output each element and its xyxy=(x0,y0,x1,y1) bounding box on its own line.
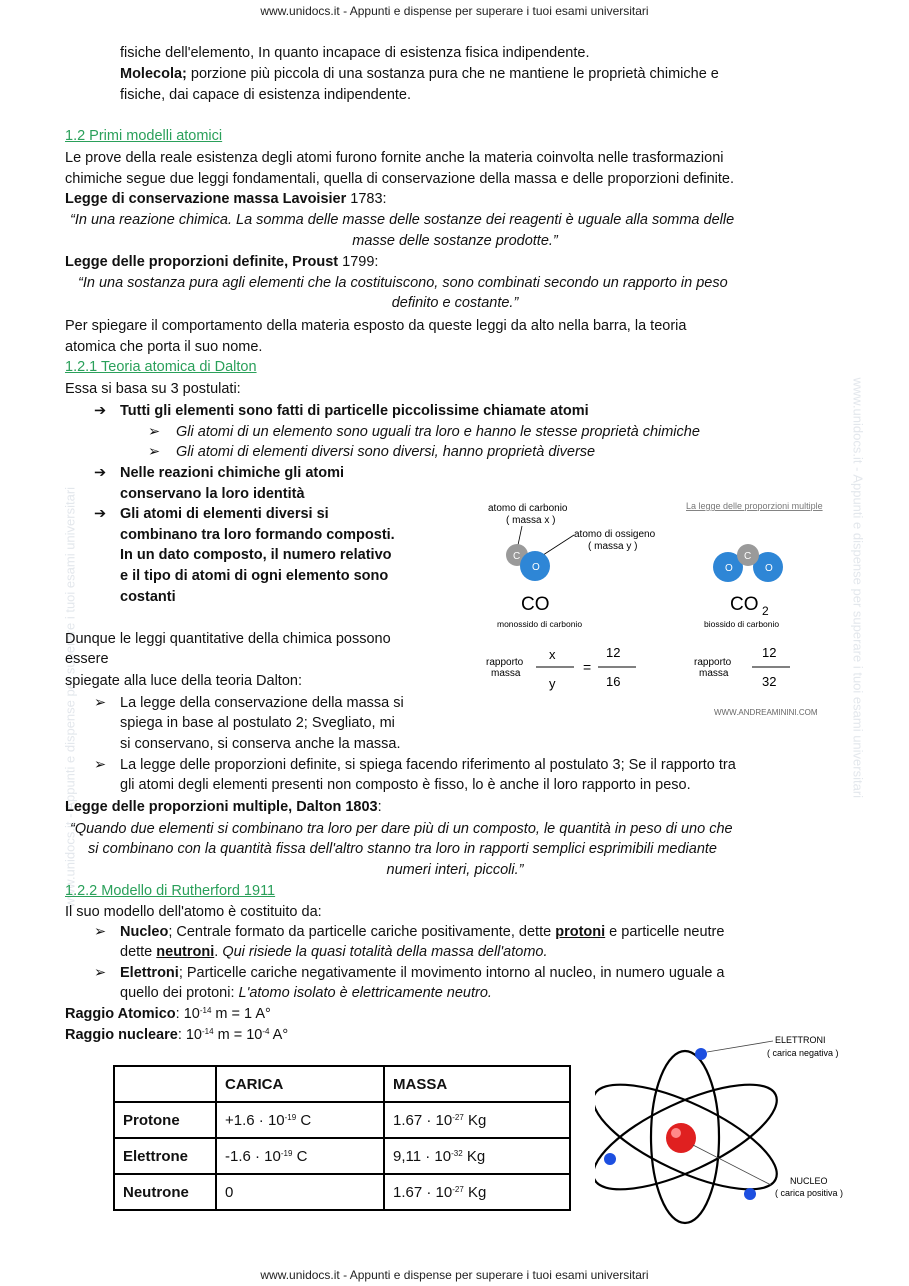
table-cell: 0 xyxy=(216,1174,384,1210)
protoni-term: protoni xyxy=(555,924,606,940)
elettroni-text: quello dei protoni: xyxy=(120,985,239,1001)
label-oxygen-mass: ( massa y ) xyxy=(588,541,638,552)
watermark-right: www.unidocs.it - Appunti e dispense per superare i tuoi esami universitari xyxy=(850,377,866,799)
lavoisier-law xyxy=(65,191,387,207)
arrowhead-bullet-icon: ➢ xyxy=(148,424,161,440)
cell-unit: Kg xyxy=(463,1183,487,1201)
cell-unit: C xyxy=(292,1147,308,1165)
nucleo-sublabel: ( carica positiva ) xyxy=(775,1188,844,1198)
ratio-value: 12 xyxy=(762,645,777,660)
dalton-quote-1: “Quando due elementi si combinano tra loro per dare più di un composto, le quantità in peso di uno che xyxy=(70,821,733,837)
postulate-3-line-2: combinano tra loro formando composti. xyxy=(120,527,395,543)
cell-value: -1.6 · 10 xyxy=(225,1147,281,1165)
postulate-2-line-2: conservano la loro identità xyxy=(120,486,305,502)
table-row xyxy=(114,1138,570,1174)
raggio-exponent: -14 xyxy=(202,1027,214,1036)
table-cell xyxy=(114,1066,216,1102)
table-row-label: Elettrone xyxy=(114,1138,216,1174)
dunque-line-3: spiegate alla luce della teoria Dalton: xyxy=(65,673,302,689)
nucleo-text: e particelle neutre xyxy=(605,924,725,940)
electron-icon xyxy=(744,1188,756,1200)
dalton-label: Legge delle proporzioni multiple, Dalton 1803 xyxy=(65,799,378,815)
page-header[interactable]: www.unidocs.it - Appunti e dispense per superare i tuoi esami universitari xyxy=(260,4,649,18)
ratio-value: 32 xyxy=(762,674,777,689)
bullet-mass-line-2: spiega in base al postulato 2; Svegliato, mi xyxy=(120,715,395,731)
arrowhead-bullet-icon: ➢ xyxy=(94,924,107,940)
cell-exponent: -32 xyxy=(451,1148,463,1158)
elettroni-line-1 xyxy=(120,965,724,981)
figure-title: La legge delle proporzioni multiple xyxy=(686,501,823,511)
table-row xyxy=(114,1102,570,1138)
electron-icon xyxy=(604,1153,616,1165)
raggio-nucleare-label: Raggio nucleare xyxy=(65,1027,178,1043)
proust-quote-1: “In una sostanza pura agli elementi che la costituiscono, sono combinati secondo un rapporto in peso xyxy=(78,275,728,291)
equals-sign: = xyxy=(583,659,592,675)
atom-o-label: O xyxy=(725,563,733,574)
molecola-text: porzione più piccola di una sostanza pura che ne mantiene le proprietà chimiche e xyxy=(186,66,719,82)
atom-o-label: O xyxy=(765,563,773,574)
fraction-y: y xyxy=(549,676,556,691)
proust-quote-2: definito e costante.” xyxy=(391,295,519,311)
rutherford-atom-figure xyxy=(595,1025,865,1225)
co2-subscript: 2 xyxy=(762,604,769,618)
nucleo-text: . xyxy=(214,944,223,960)
ratio-value: 12 xyxy=(606,645,621,660)
table-cell xyxy=(384,1102,570,1138)
intro-line-3: fisiche, dai capace di esistenza indipendente. xyxy=(120,87,411,103)
nucleo-line-2 xyxy=(120,944,548,960)
arrowhead-bullet-icon: ➢ xyxy=(94,695,107,711)
dalton-colon: : xyxy=(377,799,382,815)
table-header-carica: CARICA xyxy=(216,1066,384,1102)
dalton-law xyxy=(65,799,382,815)
postulate-3-line-3: In un dato composto, il numero relativo xyxy=(120,547,392,563)
nucleo-text: dette xyxy=(120,944,157,960)
postulate-3-line-4: e il tipo di atomi di ogni elemento sono xyxy=(120,568,389,584)
elettroni-line-2 xyxy=(120,985,492,1001)
ratio-value: 16 xyxy=(606,674,621,689)
atom-o-label: O xyxy=(532,562,540,573)
arrowhead-bullet-icon: ➢ xyxy=(94,757,107,773)
cell-value: 1.67 · 10 xyxy=(393,1183,453,1201)
nucleus-icon xyxy=(666,1123,696,1153)
co2-name: biossido di carbonio xyxy=(704,619,780,629)
table-header-massa: MASSA xyxy=(384,1066,570,1102)
dunque-line-1: Dunque le leggi quantitative della chimica possono xyxy=(65,631,391,647)
raggio-nucleare xyxy=(65,1027,288,1043)
nucleo-italic: Qui risiede la quasi totalità della massa dell'atomo. xyxy=(222,944,548,960)
co-co2-figure xyxy=(478,495,848,720)
s121-intro: Essa si basa su 3 postulati: xyxy=(65,381,241,397)
table-cell xyxy=(216,1102,384,1138)
raggio-atomico xyxy=(65,1006,271,1022)
intro-line-2 xyxy=(120,66,719,82)
ratio-label: massa xyxy=(699,668,729,679)
cell-unit: Kg xyxy=(463,1111,487,1129)
nucleo-text: ; Centrale formato da particelle cariche positivamente, dette xyxy=(168,924,556,940)
proust-label: Legge delle proporzioni definite, Proust xyxy=(65,254,339,270)
raggio-exponent: -4 xyxy=(262,1027,270,1036)
raggio-value: m = 10 xyxy=(213,1027,263,1043)
figure-credit: WWW.ANDREAMININI.COM xyxy=(714,708,818,717)
label-oxygen: atomo di ossigeno xyxy=(574,529,656,540)
postulate-1-sub-2: Gli atomi di elementi diversi sono diversi, hanno proprietà diverse xyxy=(176,444,596,460)
cell-value: +1.6 · 10 xyxy=(225,1111,285,1129)
table-cell xyxy=(384,1174,570,1210)
ratio-label: massa xyxy=(491,668,521,679)
watermark-left: www.unidocs.it - Appunti e dispense per superare i tuoi esami universitari xyxy=(62,486,78,908)
ratio-label: rapporto xyxy=(486,657,524,668)
arrow-bullet-icon: ➔ xyxy=(94,506,107,522)
elettroni-text: ; Particelle cariche negativamente il movimento intorno al nucleo, in numero uguale a xyxy=(178,965,725,981)
cell-exponent: -19 xyxy=(280,1148,293,1158)
raggio-value: m = 1 A° xyxy=(211,1006,271,1022)
elettroni-term: Elettroni xyxy=(120,965,179,981)
dalton-quote-2: si combinano con la quantità fissa dell'altro stanno tra loro in rapporti semplici esprimibili mediante xyxy=(88,841,717,857)
raggio-exponent: -14 xyxy=(199,1006,212,1015)
raggio-atomico-label: Raggio Atomico xyxy=(65,1006,176,1022)
s122-intro: Il suo modello dell'atomo è costituito da: xyxy=(65,904,322,920)
elettroni-italic: L'atomo isolato è elettricamente neutro. xyxy=(238,985,492,1001)
postulate-1-sub-1: Gli atomi di un elemento sono uguali tra loro e hanno le stesse proprietà chimiche xyxy=(176,424,700,440)
co2-formula: CO xyxy=(730,594,759,615)
ratio-label: rapporto xyxy=(694,657,732,668)
atom-c-label: C xyxy=(513,551,521,562)
co-formula: CO xyxy=(521,594,550,615)
section-1-2-title: 1.2 Primi modelli atomici xyxy=(65,128,223,144)
s12-p4: atomica che porta il suo nome. xyxy=(65,339,263,355)
postulate-3-line-5: costanti xyxy=(120,589,176,605)
lavoisier-quote-1: “In una reazione chimica. La somma delle masse delle sostanze dei reagenti è uguale alla somma delle xyxy=(70,212,735,228)
proust-law xyxy=(65,254,378,270)
elettroni-sublabel: ( carica negativa ) xyxy=(767,1048,839,1058)
table-header-row xyxy=(114,1066,570,1102)
arrow-bullet-icon: ➔ xyxy=(94,403,107,419)
table-row-label: Neutrone xyxy=(114,1174,216,1210)
fraction-x: x xyxy=(549,647,556,662)
co-name: monossido di carbonio xyxy=(497,619,583,629)
cell-exponent: -19 xyxy=(284,1112,297,1122)
s12-p3: Per spiegare il comportamento della materia esposto da queste leggi da alto nella barra, la teoria xyxy=(65,318,687,334)
dalton-quote-3: numeri interi, piccoli.” xyxy=(386,862,524,878)
arrow-bullet-icon: ➔ xyxy=(94,465,107,481)
particles-table xyxy=(113,1065,571,1211)
s12-p2: chimiche segue due leggi fondamentali, quella di conservazione della massa e delle proporzioni definite. xyxy=(65,171,735,187)
label-carbon: atomo di carbonio xyxy=(488,503,568,514)
cell-exponent: -27 xyxy=(452,1112,464,1122)
bullet-mass-line-1: La legge della conservazione della massa si xyxy=(120,695,404,711)
nucleo-label: NUCLEO xyxy=(790,1176,828,1186)
page-footer[interactable]: www.unidocs.it - Appunti e dispense per superare i tuoi esami universitari xyxy=(260,1268,649,1282)
s12-p1: Le prove della reale esistenza degli atomi furono fornite anche la materia coinvolta nelle trasformazioni xyxy=(65,150,724,166)
bullet-proportions-line-2: gli atomi degli elementi presenti non composto è fisso, lo è anche il loro rapporto in peso. xyxy=(120,777,691,793)
cell-value: 9,11 · 10 xyxy=(393,1147,452,1165)
raggio-value: A° xyxy=(269,1027,289,1043)
table-row xyxy=(114,1174,570,1210)
cell-exponent: -27 xyxy=(452,1184,464,1194)
postulate-1: Tutti gli elementi sono fatti di particelle piccolissime chiamate atomi xyxy=(120,403,589,419)
section-1-2-1-title: 1.2.1 Teoria atomica di Dalton xyxy=(65,359,257,375)
label-carbon-mass: ( massa x ) xyxy=(506,515,556,526)
section-1-2-2-title: 1.2.2 Modello di Rutherford 1911 xyxy=(65,883,276,899)
raggio-value: : 10 xyxy=(177,1027,202,1043)
raggio-value: : 10 xyxy=(175,1006,200,1022)
nucleo-term: Nucleo xyxy=(120,924,169,940)
table-cell xyxy=(216,1138,384,1174)
dunque-line-2: essere xyxy=(65,651,109,667)
table-row-label: Protone xyxy=(114,1102,216,1138)
table-cell xyxy=(384,1138,570,1174)
molecola-term: Molecola; xyxy=(120,66,187,82)
arrowhead-bullet-icon: ➢ xyxy=(148,444,161,460)
arrowhead-bullet-icon: ➢ xyxy=(94,965,107,981)
proust-year: 1799: xyxy=(338,254,379,270)
postulate-2-line-1: Nelle reazioni chimiche gli atomi xyxy=(120,465,345,481)
cell-unit: C xyxy=(296,1111,312,1129)
lavoisier-label: Legge di conservazione massa Lavoisier xyxy=(65,191,347,207)
nucleo-line-1 xyxy=(120,924,724,940)
neutroni-term: neutroni xyxy=(156,944,215,960)
intro-line-1: fisiche dell'elemento, In quanto incapace di esistenza fisica indipendente. xyxy=(120,45,590,61)
lavoisier-quote-2: masse delle sostanze prodotte.” xyxy=(352,233,558,249)
lavoisier-year: 1783: xyxy=(346,191,387,207)
atom-c-label: C xyxy=(744,551,752,562)
postulate-3-line-1: Gli atomi di elementi diversi si xyxy=(120,506,329,522)
cell-unit: Kg xyxy=(462,1147,486,1165)
elettroni-label: ELETTRONI xyxy=(775,1035,826,1045)
electron-icon xyxy=(695,1048,707,1060)
cell-value: 1.67 · 10 xyxy=(393,1111,453,1129)
bullet-proportions-line-1: La legge delle proporzioni definite, si spiega facendo riferimento al postulato 3; Se il rapporto tra xyxy=(120,757,736,773)
bullet-mass-line-3: si conservano, si conserva anche la massa. xyxy=(120,736,401,752)
